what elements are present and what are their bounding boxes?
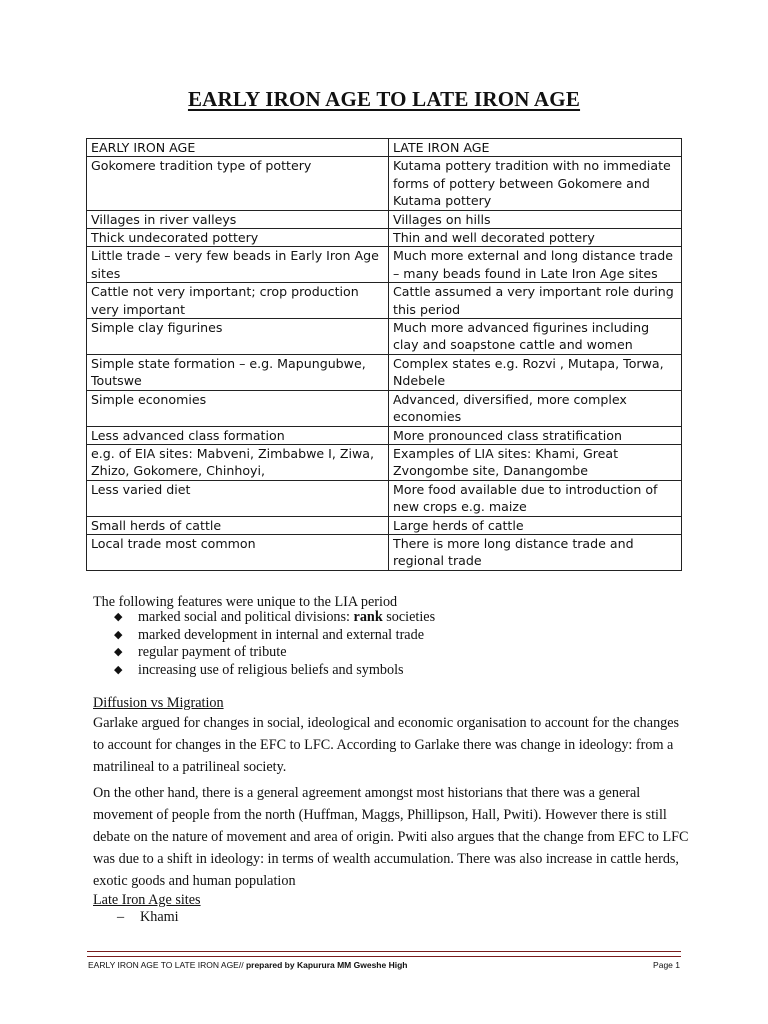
table-row <box>87 444 682 480</box>
late-iron-age-cell: There is more long distance trade and regional trade <box>389 534 682 570</box>
early-iron-age-cell: Less advanced class formation <box>87 426 389 444</box>
late-iron-age-cell: Much more external and long distance trade – many beads found in Late Iron Age sites <box>389 247 682 283</box>
feature-text: increasing use of religious beliefs and symbols <box>138 661 404 678</box>
footer-doc-title: EARLY IRON AGE TO LATE IRON AGE// <box>88 960 246 970</box>
early-iron-age-cell: Little trade – very few beads in Early Iron Age sites <box>87 247 389 283</box>
header-late-iron-age: LATE IRON AGE <box>389 139 682 157</box>
late-iron-age-cell: More pronounced class stratification <box>389 426 682 444</box>
table-row <box>87 480 682 516</box>
table-row <box>87 426 682 444</box>
late-iron-age-cell: Large herds of cattle <box>389 516 682 534</box>
table-row <box>87 319 682 355</box>
early-iron-age-cell: Local trade most common <box>87 534 389 570</box>
diamond-bullet-icon: ◆ <box>114 646 123 659</box>
footer-author: prepared by Kapurura MM Gweshe High <box>245 960 408 970</box>
table-row <box>87 229 682 247</box>
site-name: Khami <box>140 909 179 925</box>
list-item <box>114 609 435 627</box>
features-list <box>114 609 435 679</box>
table-row <box>87 354 682 390</box>
footer-divider <box>87 951 681 957</box>
feature-text: regular payment of tribute <box>138 644 287 661</box>
early-iron-age-cell: Simple state formation – e.g. Mapungubwe, Toutswe <box>87 354 389 390</box>
early-iron-age-cell: Thick undecorated pottery <box>87 229 389 247</box>
footer-page-number: Page 1 <box>653 960 680 970</box>
list-item <box>114 662 435 680</box>
early-iron-age-cell: Small herds of cattle <box>87 516 389 534</box>
late-iron-age-cell: Complex states e.g. Rozvi , Mutapa, Torwa, Ndebele <box>389 354 682 390</box>
table-row <box>87 516 682 534</box>
features-intro: The following features were unique to the LIA period <box>93 594 398 610</box>
late-iron-age-cell: Thin and well decorated pottery <box>389 229 682 247</box>
table-row <box>87 390 682 426</box>
list-item <box>114 644 435 662</box>
table-body <box>87 139 682 571</box>
list-item <box>117 908 179 926</box>
early-iron-age-cell: Simple clay figurines <box>87 319 389 355</box>
table-row <box>87 210 682 228</box>
lia-sites-list <box>117 908 179 926</box>
feature-text: marked social and political divisions: <box>138 609 354 625</box>
late-iron-age-cell: Examples of LIA sites: Khami, Great Zvongombe site, Danangombe <box>389 444 682 480</box>
diffusion-paragraph-1: Garlake argued for changes in social, ideological and economic organisation to account for the changes to account for changes in the EFC to LFC. According to Garlake there was change in ideology: from a matrilineal to a patrilineal society. <box>93 715 680 775</box>
list-item <box>114 627 435 645</box>
footer-left <box>88 960 407 970</box>
table-row <box>87 157 682 210</box>
lia-sites-heading: Late Iron Age sites <box>93 892 201 908</box>
late-iron-age-cell: More food available due to introduction of new crops e.g. maize <box>389 480 682 516</box>
dash-marker: – <box>117 909 125 925</box>
diamond-bullet-icon: ◆ <box>114 663 123 676</box>
late-iron-age-cell: Cattle assumed a very important role during this period <box>389 283 682 319</box>
table-row <box>87 247 682 283</box>
table-row <box>87 534 682 570</box>
early-iron-age-cell: Cattle not very important; crop production very important <box>87 283 389 319</box>
late-iron-age-cell: Kutama pottery tradition with no immediate forms of pottery between Gokomere and Kutama pottery <box>389 157 682 210</box>
header-early-iron-age: EARLY IRON AGE <box>87 139 389 157</box>
feature-emphasis: rank <box>353 609 383 625</box>
early-iron-age-cell: Villages in river valleys <box>87 210 389 228</box>
feature-text-suffix: societies <box>382 609 436 625</box>
diamond-bullet-icon: ◆ <box>114 628 123 641</box>
early-iron-age-cell: Simple economies <box>87 390 389 426</box>
table-row <box>87 283 682 319</box>
page-title: EARLY IRON AGE TO LATE IRON AGE <box>187 87 581 111</box>
early-iron-age-cell: Gokomere tradition type of pottery <box>87 157 389 210</box>
late-iron-age-cell: Advanced, diversified, more complex economies <box>389 390 682 426</box>
comparison-table <box>86 138 682 571</box>
diffusion-heading: Diffusion vs Migration <box>93 695 224 711</box>
late-iron-age-cell: Much more advanced figurines including clay and soapstone cattle and women <box>389 319 682 355</box>
feature-text: marked development in internal and external trade <box>138 626 424 643</box>
early-iron-age-cell: Less varied diet <box>87 480 389 516</box>
diamond-bullet-icon: ◆ <box>114 611 123 623</box>
early-iron-age-cell: e.g. of EIA sites: Mabveni, Zimbabwe I, Ziwa, Zhizo, Gokomere, Chinhoyi, <box>87 444 389 480</box>
late-iron-age-cell: Villages on hills <box>389 210 682 228</box>
diffusion-paragraph-2: On the other hand, there is a general agreement amongst most historians that there was a general movement of people from the north (Huffman, Maggs, Phillipson, Hall, Pwiti). However there is still debate on the nature of movement and area of origin. Pwiti also argues that the change from EFC to LFC was due to a shift in ideology: in terms of wealth accumulation. There was also increase in cattle herds, exotic goods and human population <box>93 785 689 889</box>
table-header-row <box>87 139 682 157</box>
